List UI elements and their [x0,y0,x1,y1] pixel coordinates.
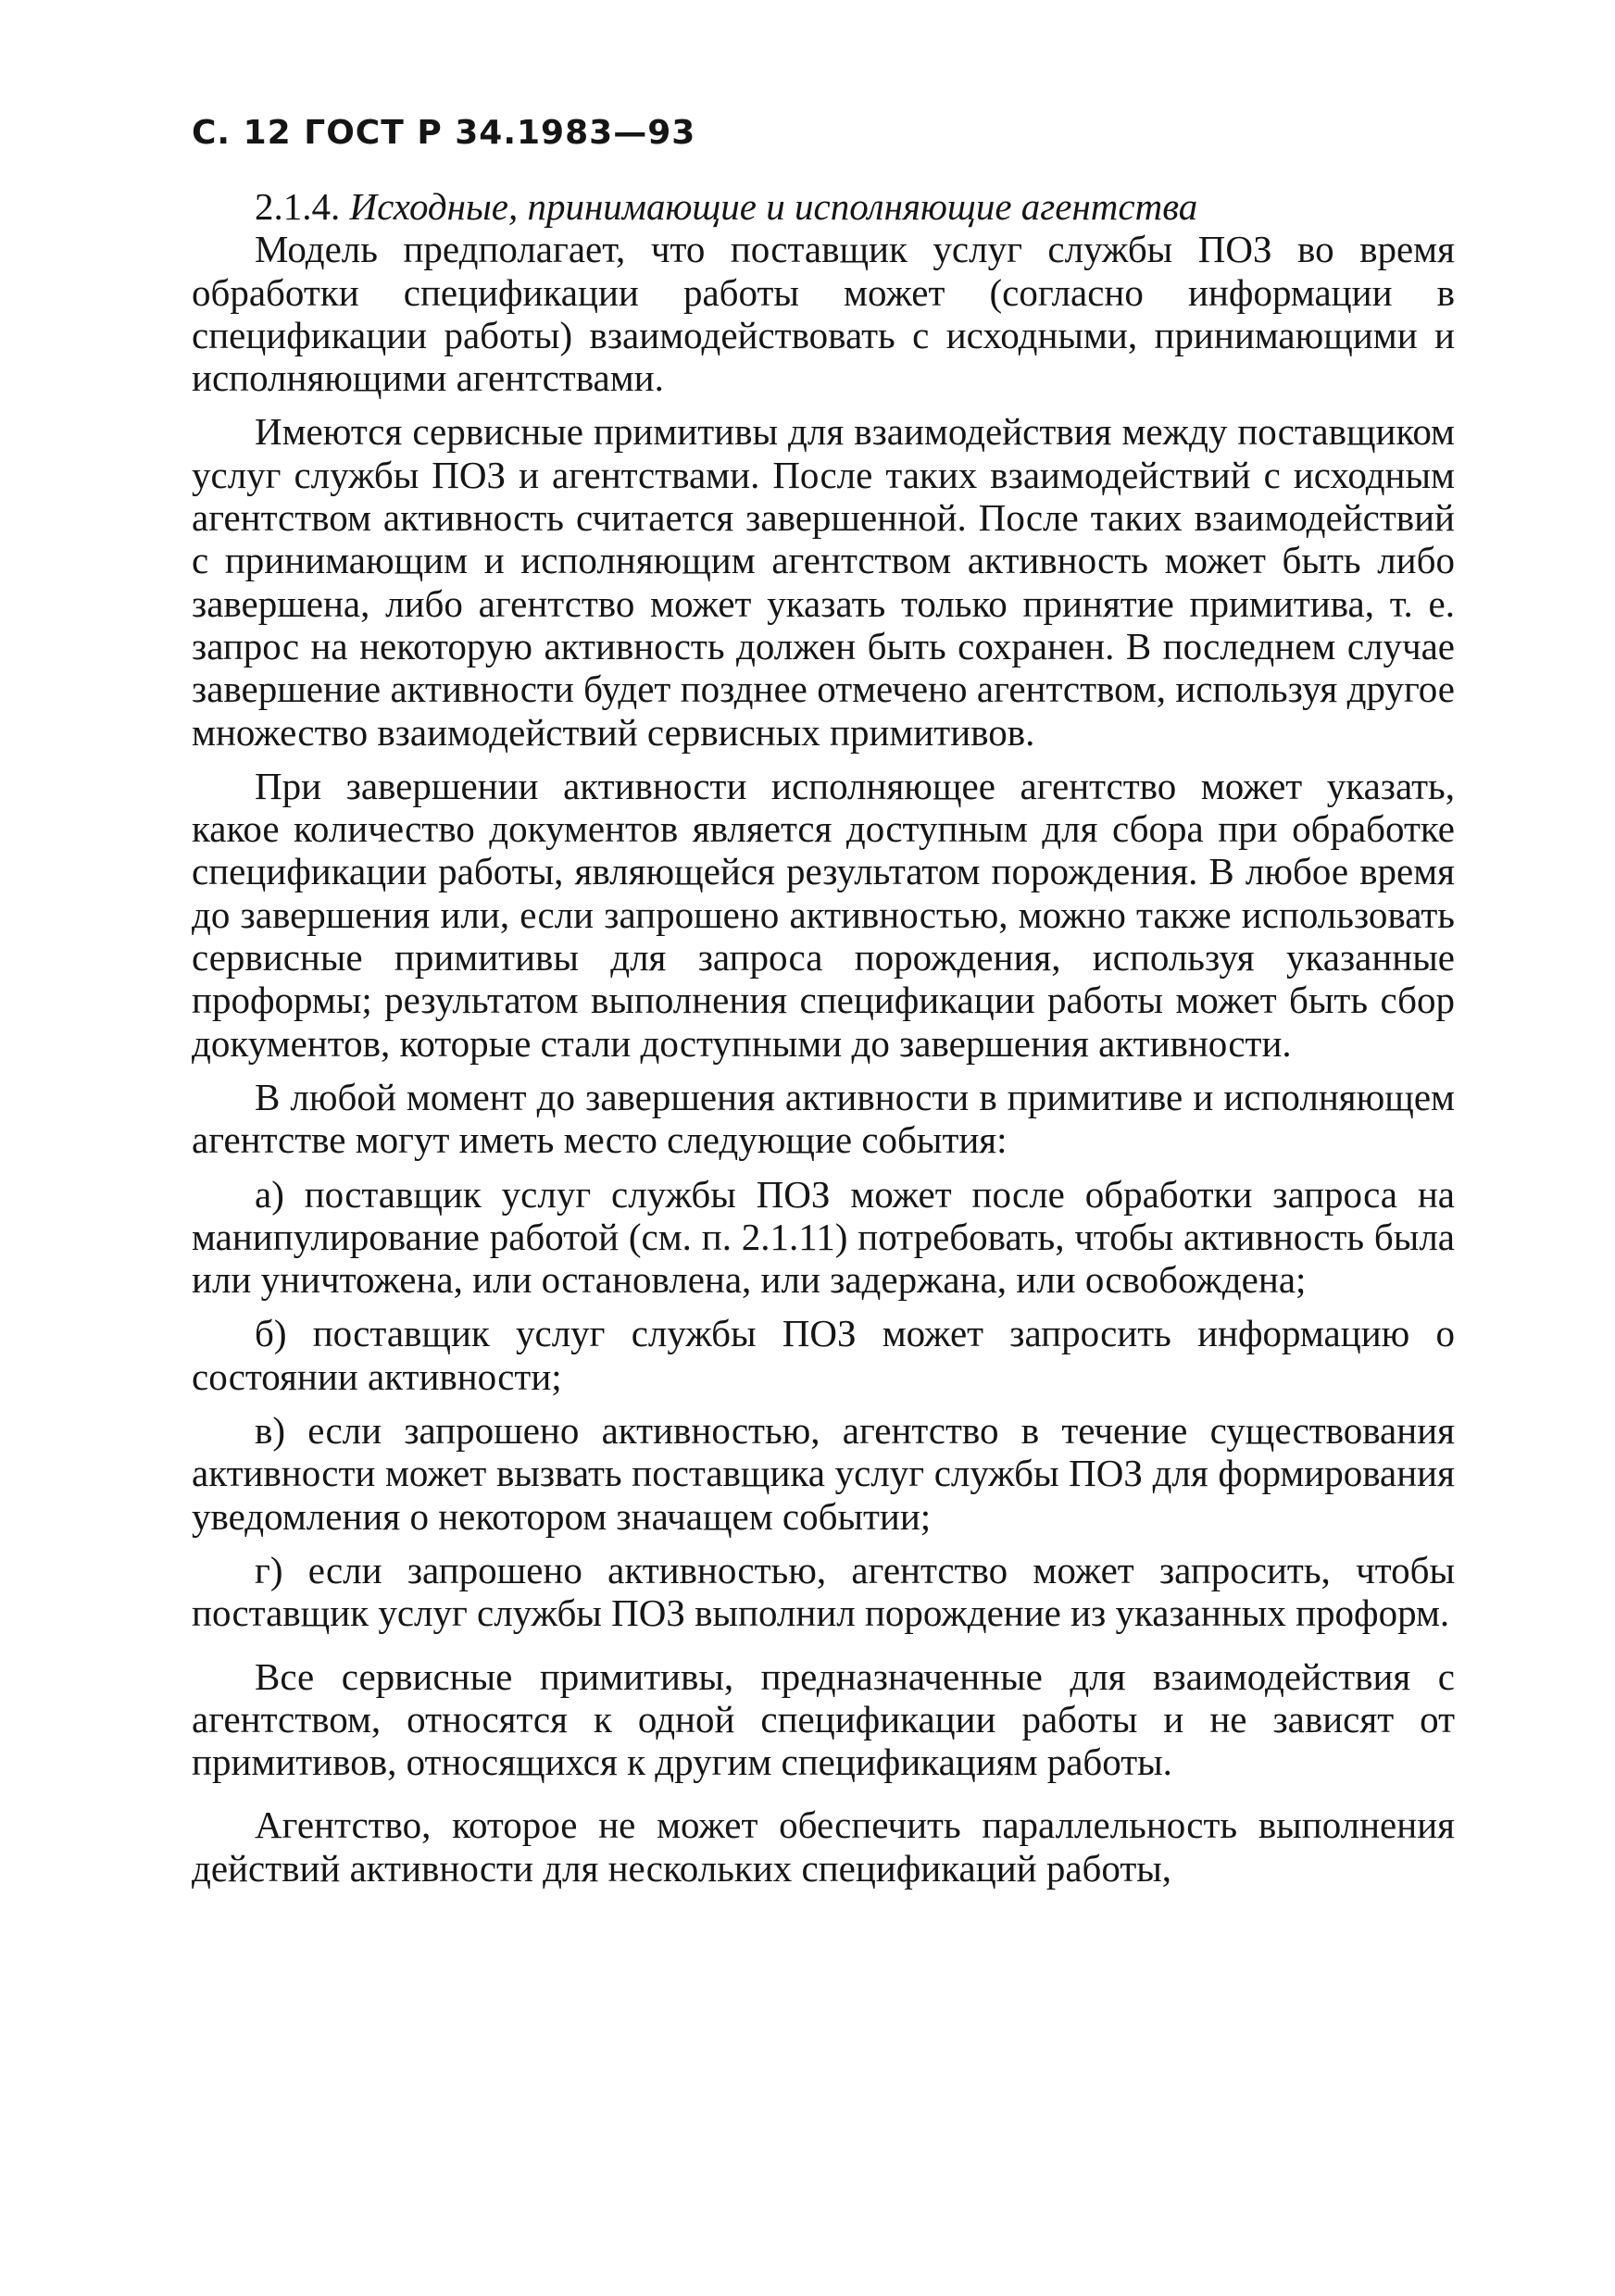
body-text [192,185,1455,1890]
section-number: 2.1.4. [255,185,341,228]
page-header: С. 12 ГОСТ Р 34.1983—93 [192,114,696,152]
paragraph: Все сервисные примитивы, предназначенные для взаимодействия с агентством, относятся к одной спецификации работы и не зависят от примитивов, относящихся к другим спецификациям работы. [192,1654,1455,1784]
paragraph: Модель предполагает, что поставщик услуг службы ПОЗ во время обработки спецификации работы может (согласно информации в спецификации работы) взаимодействовать с исходными, принимающими и исполняющими агентствами. [192,228,1455,400]
section-heading [192,185,1455,228]
paragraph: Агентство, которое не может обеспечить параллельность выполнения действий активности для нескольких спецификаций работы, [192,1803,1455,1890]
paragraph: В любой момент до завершения активности в примитиве и исполняющем агентстве могут иметь место следующие события: [192,1075,1455,1162]
list-item-v: в) если запрошено активностью, агентство в течение существования активности может вызвать поставщика услуг службы ПОЗ для формирования уведомления о некотором значащем событии; [192,1409,1455,1538]
list-item-b: б) поставщик услуг службы ПОЗ может запросить информацию о состоянии активности; [192,1312,1455,1398]
paragraph: При завершении активности исполняющее агентство может указать, какое количество документов является доступным для сбора при обработке спецификации работы, являющейся результатом порождения. В любое время до завершения или, если запрошено активностью, можно также использовать сервисные примитивы для запроса порождения, используя указанные проформы; результатом выполнения спецификации работы может быть сбор документов, которые стали доступными до завершения активности. [192,764,1455,1065]
list-item-g: г) если запрошено активностью, агентство может запросить, чтобы поставщик услуг службы ПОЗ выполнил порождение из указанных проформ. [192,1548,1455,1635]
list-item-a: а) поставщик услуг службы ПОЗ может после обработки запроса на манипулирование работой (см. п. 2.1.11) потребовать, чтобы активность была или уничтожена, или остановлена, или задержана, или освобождена; [192,1172,1455,1302]
section-title: Исходные, принимающие и исполняющие агентства [349,185,1198,228]
paragraph: Имеются сервисные примитивы для взаимодействия между поставщиком услуг службы ПОЗ и агентствами. После таких взаимодействий с исходным агентством активность считается завершенной. После таких взаимодействий с принимающим и исполняющим агентством активность может быть либо завершена, либо агентство может указать только принятие примитива, т. е. запрос на некоторую активность должен быть сохранен. В последнем случае завершение активности будет позднее отмечено агентством, используя другое множество взаимодействий сервисных примитивов. [192,410,1455,754]
